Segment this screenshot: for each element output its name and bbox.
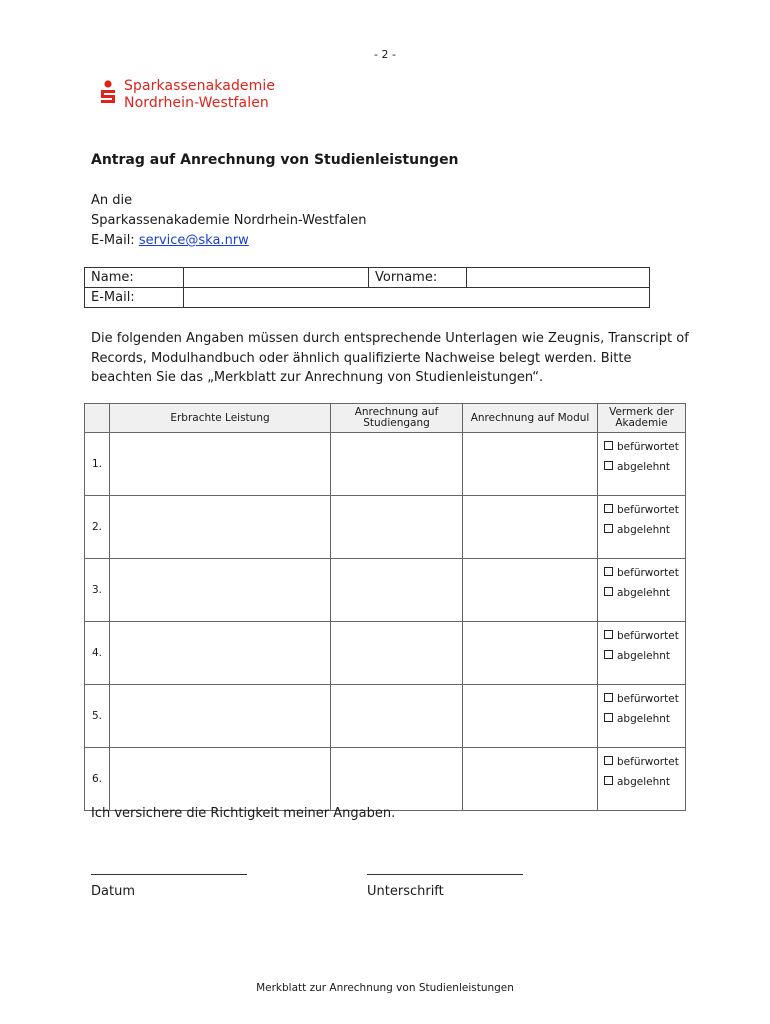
option-approved-label: befürwortet bbox=[617, 693, 679, 705]
studiengang-cell[interactable] bbox=[331, 748, 463, 811]
row-number: 2. bbox=[85, 496, 110, 559]
studiengang-cell[interactable] bbox=[331, 433, 463, 496]
checkbox-rejected[interactable] bbox=[604, 587, 613, 596]
credits-table bbox=[84, 403, 686, 811]
table-row bbox=[85, 748, 686, 811]
table-row bbox=[85, 622, 686, 685]
logo bbox=[98, 78, 275, 112]
signature-line bbox=[367, 874, 523, 875]
checkbox-approved[interactable] bbox=[604, 504, 613, 513]
option-rejected-label: abgelehnt bbox=[617, 587, 671, 599]
confirmation-text: Ich versichere die Richtigkeit meiner Angaben. bbox=[91, 806, 396, 821]
email-label: E-Mail: bbox=[91, 233, 139, 248]
table-row bbox=[85, 433, 686, 496]
table-row bbox=[85, 559, 686, 622]
option-rejected-label: abgelehnt bbox=[617, 776, 671, 788]
option-rejected-label: abgelehnt bbox=[617, 650, 671, 662]
vermerk-cell bbox=[598, 685, 686, 748]
checkbox-approved[interactable] bbox=[604, 630, 613, 639]
vorname-label: Vorname: bbox=[369, 268, 467, 288]
email-link[interactable]: service@ska.nrw bbox=[138, 233, 249, 248]
row-number: 3. bbox=[85, 559, 110, 622]
option-rejected[interactable] bbox=[604, 520, 685, 540]
modul-cell[interactable] bbox=[463, 748, 598, 811]
option-approved[interactable] bbox=[604, 500, 685, 520]
table-row bbox=[85, 496, 686, 559]
modul-cell[interactable] bbox=[463, 433, 598, 496]
address-line-2: Sparkassenakademie Nordrhein-Westfalen bbox=[91, 213, 367, 228]
leistung-cell[interactable] bbox=[110, 433, 331, 496]
checkbox-rejected[interactable] bbox=[604, 713, 613, 722]
row-number: 4. bbox=[85, 622, 110, 685]
date-label: Datum bbox=[91, 884, 135, 899]
option-approved-label: befürwortet bbox=[617, 441, 679, 453]
table-row bbox=[85, 685, 686, 748]
option-approved-label: befürwortet bbox=[617, 756, 679, 768]
logo-line-1: Sparkassenakademie bbox=[124, 78, 276, 94]
option-rejected-label: abgelehnt bbox=[617, 524, 671, 536]
vermerk-cell bbox=[598, 559, 686, 622]
logo-text bbox=[124, 78, 275, 112]
option-rejected[interactable] bbox=[604, 772, 685, 792]
option-approved[interactable] bbox=[604, 752, 685, 772]
leistung-cell[interactable] bbox=[110, 622, 331, 685]
option-rejected[interactable] bbox=[604, 709, 685, 729]
name-field[interactable] bbox=[184, 268, 369, 288]
option-approved[interactable] bbox=[604, 626, 685, 646]
checkbox-rejected[interactable] bbox=[604, 524, 613, 533]
checkbox-rejected[interactable] bbox=[604, 776, 613, 785]
checkbox-approved[interactable] bbox=[604, 567, 613, 576]
modul-cell[interactable] bbox=[463, 559, 598, 622]
option-rejected[interactable] bbox=[604, 457, 685, 477]
header-studiengang: Anrechnung auf Studiengang bbox=[331, 404, 463, 433]
vermerk-cell bbox=[598, 496, 686, 559]
vermerk-cell bbox=[598, 433, 686, 496]
header-leistung: Erbrachte Leistung bbox=[110, 404, 331, 433]
name-label: Name: bbox=[85, 268, 184, 288]
option-approved[interactable] bbox=[604, 563, 685, 583]
modul-cell[interactable] bbox=[463, 622, 598, 685]
email-field-label: E-Mail: bbox=[85, 288, 184, 308]
leistung-cell[interactable] bbox=[110, 496, 331, 559]
checkbox-approved[interactable] bbox=[604, 441, 613, 450]
table-header-row bbox=[85, 404, 686, 433]
modul-cell[interactable] bbox=[463, 685, 598, 748]
option-approved-label: befürwortet bbox=[617, 630, 679, 642]
checkbox-approved[interactable] bbox=[604, 756, 613, 765]
intro-paragraph: Die folgenden Angaben müssen durch entsprechende Unterlagen wie Zeugnis, Transcript of Records, Modulhandbuch oder ähnlich qualifizierte Nachweise belegt werden. Bitte beachten Sie das „Merkblatt zur Anrechnung von Studienleistungen“. bbox=[91, 331, 689, 385]
leistung-cell[interactable] bbox=[110, 685, 331, 748]
row-number: 1. bbox=[85, 433, 110, 496]
leistung-cell[interactable] bbox=[110, 748, 331, 811]
option-approved[interactable] bbox=[604, 437, 685, 457]
email-field[interactable] bbox=[184, 288, 650, 308]
option-rejected[interactable] bbox=[604, 646, 685, 666]
document-title: Antrag auf Anrechnung von Studienleistungen bbox=[91, 152, 459, 168]
modul-cell[interactable] bbox=[463, 496, 598, 559]
row-number: 6. bbox=[85, 748, 110, 811]
checkbox-rejected[interactable] bbox=[604, 461, 613, 470]
option-approved-label: befürwortet bbox=[617, 567, 679, 579]
option-rejected[interactable] bbox=[604, 583, 685, 603]
date-signature-line bbox=[91, 874, 247, 875]
vermerk-cell bbox=[598, 622, 686, 685]
header-vermerk: Vermerk der Akademie bbox=[598, 404, 686, 433]
address-block bbox=[91, 191, 367, 251]
header-modul: Anrechnung auf Modul bbox=[463, 404, 598, 433]
option-approved[interactable] bbox=[604, 689, 685, 709]
checkbox-approved[interactable] bbox=[604, 693, 613, 702]
signature-label: Unterschrift bbox=[367, 884, 444, 899]
option-rejected-label: abgelehnt bbox=[617, 713, 671, 725]
studiengang-cell[interactable] bbox=[331, 622, 463, 685]
option-rejected-label: abgelehnt bbox=[617, 461, 671, 473]
studiengang-cell[interactable] bbox=[331, 559, 463, 622]
leistung-cell[interactable] bbox=[110, 559, 331, 622]
header-number bbox=[85, 404, 110, 433]
option-approved-label: befürwortet bbox=[617, 504, 679, 516]
vorname-field[interactable] bbox=[467, 268, 650, 288]
sparkasse-logo-icon bbox=[98, 80, 118, 106]
checkbox-rejected[interactable] bbox=[604, 650, 613, 659]
studiengang-cell[interactable] bbox=[331, 496, 463, 559]
row-number: 5. bbox=[85, 685, 110, 748]
vermerk-cell bbox=[598, 748, 686, 811]
logo-line-2: Nordrhein-Westfalen bbox=[124, 95, 269, 111]
address-line-1: An die bbox=[91, 193, 133, 208]
address-email-line bbox=[91, 231, 367, 251]
page-number: - 2 - bbox=[374, 48, 396, 61]
personal-data-table bbox=[84, 267, 650, 308]
studiengang-cell[interactable] bbox=[331, 685, 463, 748]
page-footer: Merkblatt zur Anrechnung von Studienleistungen bbox=[256, 982, 514, 994]
